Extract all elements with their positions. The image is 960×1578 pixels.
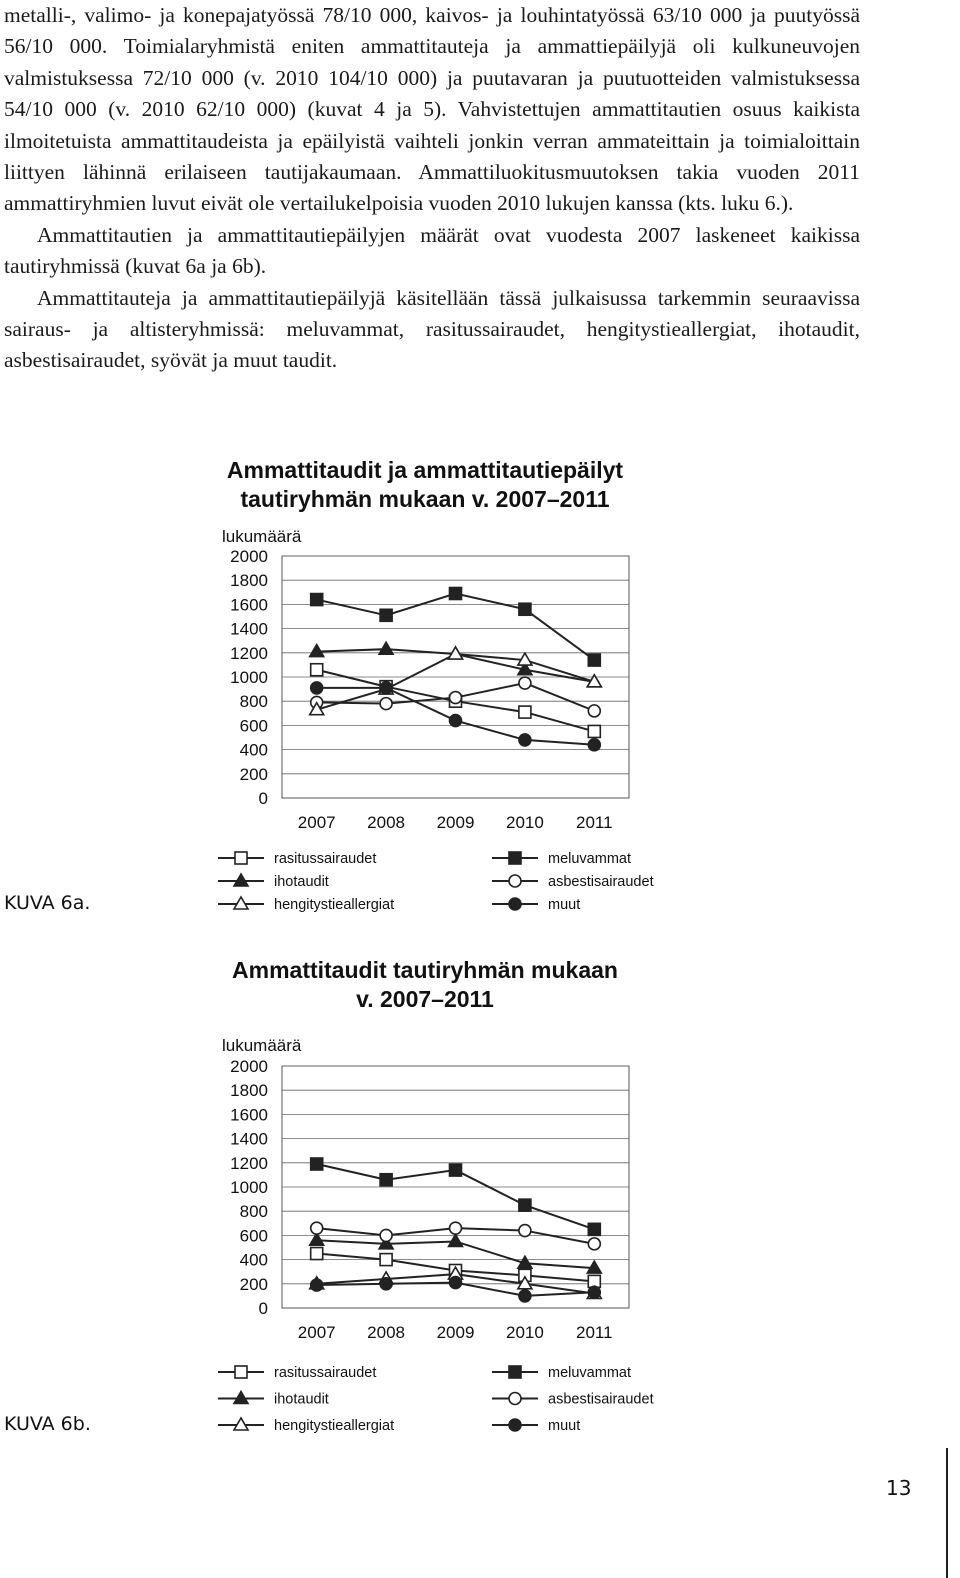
fig6b-point-rasitussairaudet — [380, 1254, 392, 1266]
fig6b-legend-label-asbestisairaudet: asbestisairaudet — [548, 1391, 654, 1408]
fig6a-point-meluvammat — [519, 603, 531, 615]
fig6b-point-meluvammat — [519, 1199, 531, 1211]
fig6a-point-ihotaudit — [379, 642, 393, 654]
fig6b-y-tick-label: 600 — [239, 1226, 268, 1246]
fig6a-point-meluvammat — [311, 594, 323, 606]
fig6b-x-tick-label: 2008 — [367, 1323, 406, 1342]
fig6b-x-tick-label: 2007 — [297, 1323, 336, 1342]
fig6b-y-axis-label: lukumäärä — [222, 1036, 302, 1055]
fig6a-x-tick-label: 2010 — [505, 813, 544, 832]
fig6b-legend-label-hengitystieallergiat: hengitystieallergiat — [274, 1418, 395, 1434]
fig6b-point-asbestisairaudet — [380, 1229, 392, 1241]
fig6b-point-meluvammat — [588, 1223, 600, 1235]
fig6a-y-tick-label: 1800 — [230, 571, 268, 591]
fig6a-legend-label-asbestisairaudet: asbestisairaudet — [548, 874, 654, 890]
page-margin-rule — [946, 1448, 948, 1578]
fig6b-point-asbestisairaudet — [450, 1222, 462, 1234]
fig6a-y-tick-label: 1400 — [230, 619, 268, 639]
fig6a-point-asbestisairaudet — [450, 692, 462, 704]
fig6a-y-tick-label: 1200 — [230, 643, 268, 663]
fig6a-point-rasitussairaudet — [519, 706, 531, 718]
fig6a-point-muut — [311, 682, 323, 694]
body-text — [4, 0, 860, 377]
fig6a-point-rasitussairaudet — [311, 664, 323, 676]
fig6b-point-muut — [588, 1286, 600, 1298]
fig6a-y-tick-label: 2000 — [230, 547, 268, 566]
fig6a-point-meluvammat — [588, 654, 600, 666]
fig6a-legend-marker-asbestisairaudet — [509, 875, 521, 887]
fig6b-legend-label-ihotaudit: ihotaudit — [274, 1391, 329, 1408]
fig6b-legend-label-muut: muut — [548, 1418, 581, 1434]
fig6b-y-tick-label: 1400 — [230, 1129, 268, 1149]
fig6a-y-tick-label: 200 — [239, 764, 268, 784]
fig6a-point-muut — [380, 682, 392, 694]
fig6b-point-rasitussairaudet — [311, 1248, 323, 1260]
fig6a-y-tick-label: 1600 — [230, 595, 268, 615]
fig6b-point-asbestisairaudet — [519, 1225, 531, 1237]
figure-6b-chart — [0, 1030, 960, 1440]
fig6a-legend-label-hengitystieallergiat: hengitystieallergiat — [274, 897, 395, 913]
paragraph-1: metalli-, valimo- ja konepajatyössä 78/10 000, kaivos- ja louhintatyössä 63/10 000 ja puutyössä 56/10 000. Toimialaryhmistä eniten ammattitauteja ja ammattiepäilyjä oli kulkuneuvojen valmistuksessa 72/10 000 (v. 2010 104/10 000) ja puutavaran ja puutuotteiden valmistuksessa 54/10 000 (v. 2010 62/10 000) (kuvat 4 ja 5). Vahvistettujen ammattitautien osuus kaikista ilmoitetuista ammattitaudeista ja epäilyistä vaihteli jonkin verran ammateittain ja toimialoittain liittyen lähinnä erilaiseen tautijakaumaan. Ammattiluokitusmuutoksen takia vuoden 2011 ammattiryhmien luvut eivät ole vertailukelpoisia vuoden 2010 lukujen kanssa (kts. luku 6.). — [4, 3, 860, 216]
fig6b-y-tick-label: 0 — [258, 1299, 268, 1318]
fig6a-point-asbestisairaudet — [588, 705, 600, 717]
fig6a-point-muut — [588, 739, 600, 751]
figure-6b-title-line1: Ammattitaudit tautiryhmän mukaan — [232, 957, 618, 983]
fig6b-point-muut — [450, 1277, 462, 1289]
fig6b-legend-marker-meluvammat — [509, 1366, 521, 1378]
fig6a-point-rasitussairaudet — [588, 725, 600, 737]
fig6b-point-muut — [311, 1279, 323, 1291]
fig6a-point-meluvammat — [450, 588, 462, 600]
fig6a-legend-label-muut: muut — [548, 897, 581, 913]
fig6b-y-tick-label: 200 — [239, 1274, 268, 1294]
fig6a-legend-label-meluvammat: meluvammat — [548, 851, 631, 867]
fig6a-point-asbestisairaudet — [380, 698, 392, 710]
fig6b-legend-marker-asbestisairaudet — [509, 1393, 521, 1405]
fig6b-y-tick-label: 1600 — [230, 1105, 268, 1125]
fig6a-y-tick-label: 1000 — [230, 668, 268, 687]
figure-6a-chart — [0, 520, 960, 920]
fig6b-point-muut — [380, 1278, 392, 1290]
fig6a-x-tick-label: 2007 — [297, 813, 336, 832]
fig6a-y-tick-label: 600 — [239, 716, 268, 736]
fig6b-legend-label-meluvammat: meluvammat — [548, 1365, 631, 1381]
fig6a-y-tick-label: 0 — [258, 789, 268, 808]
fig6b-point-asbestisairaudet — [588, 1238, 600, 1250]
fig6a-legend-label-ihotaudit: ihotaudit — [274, 874, 329, 890]
fig6b-y-tick-label: 1000 — [230, 1178, 268, 1197]
fig6a-legend-marker-rasitussairaudet — [235, 852, 247, 864]
fig6b-x-tick-label: 2009 — [436, 1323, 475, 1342]
fig6b-y-tick-label: 1200 — [230, 1153, 268, 1173]
figure-6b-title — [160, 956, 690, 1014]
figure-6a-title-line2: tautiryhmän mukaan v. 2007–2011 — [240, 486, 610, 512]
fig6a-legend-marker-meluvammat — [509, 852, 521, 864]
fig6a-legend-marker-muut — [509, 898, 521, 910]
fig6b-point-muut — [519, 1290, 531, 1302]
fig6b-point-ihotaudit — [449, 1234, 463, 1246]
paragraph-2: Ammattitautien ja ammattitautiepäilyjen määrät ovat vuodesta 2007 laskeneet kaikissa tautiryhmissä (kuvat 6a ja 6b). — [4, 222, 860, 279]
fig6a-x-tick-label: 2008 — [367, 813, 406, 832]
fig6b-legend-label-rasitussairaudet: rasitussairaudet — [274, 1365, 377, 1381]
fig6a-legend-label-rasitussairaudet: rasitussairaudet — [274, 851, 377, 867]
fig6a-y-tick-label: 800 — [239, 692, 268, 712]
fig6b-x-tick-label: 2011 — [576, 1323, 613, 1342]
fig6a-point-muut — [519, 734, 531, 746]
figure-6a-title — [160, 456, 690, 514]
page-number: 13 — [886, 1476, 912, 1500]
paragraph-3: Ammattitauteja ja ammattitautiepäilyjä käsitellään tässä julkaisussa tarkemmin seuraavissa sairaus- ja altisteryhmissä: meluvammat, rasitussairaudet, hengitystieallergiat, ihotaudit, asbestisairaudet, syövät ja muut taudit. — [4, 285, 860, 373]
fig6b-y-tick-label: 2000 — [230, 1057, 268, 1076]
fig6a-y-axis-label: lukumäärä — [222, 527, 302, 546]
fig6a-x-tick-label: 2009 — [436, 813, 475, 832]
fig6b-point-meluvammat — [380, 1174, 392, 1186]
fig6b-legend-marker-rasitussairaudet — [235, 1366, 247, 1378]
figure-6b-label: KUVA 6b. — [4, 1413, 91, 1435]
fig6a-x-tick-label: 2011 — [576, 813, 613, 832]
fig6b-x-tick-label: 2010 — [505, 1323, 544, 1342]
figure-6a-label: KUVA 6a. — [4, 892, 91, 914]
fig6b-point-asbestisairaudet — [311, 1222, 323, 1234]
fig6b-y-tick-label: 800 — [239, 1202, 268, 1222]
fig6a-point-muut — [450, 715, 462, 727]
fig6b-point-meluvammat — [450, 1164, 462, 1176]
figure-6a-title-line1: Ammattitaudit ja ammattitautiepäilyt — [226, 457, 624, 483]
fig6b-y-tick-label: 400 — [239, 1250, 268, 1270]
figure-6b-title-line2: v. 2007–2011 — [356, 986, 494, 1012]
fig6a-y-tick-label: 400 — [239, 740, 268, 760]
fig6b-y-tick-label: 1800 — [230, 1081, 268, 1101]
fig6a-point-meluvammat — [380, 609, 392, 621]
fig6a-point-asbestisairaudet — [519, 677, 531, 689]
fig6b-point-meluvammat — [311, 1158, 323, 1170]
fig6b-legend-marker-muut — [509, 1419, 521, 1431]
